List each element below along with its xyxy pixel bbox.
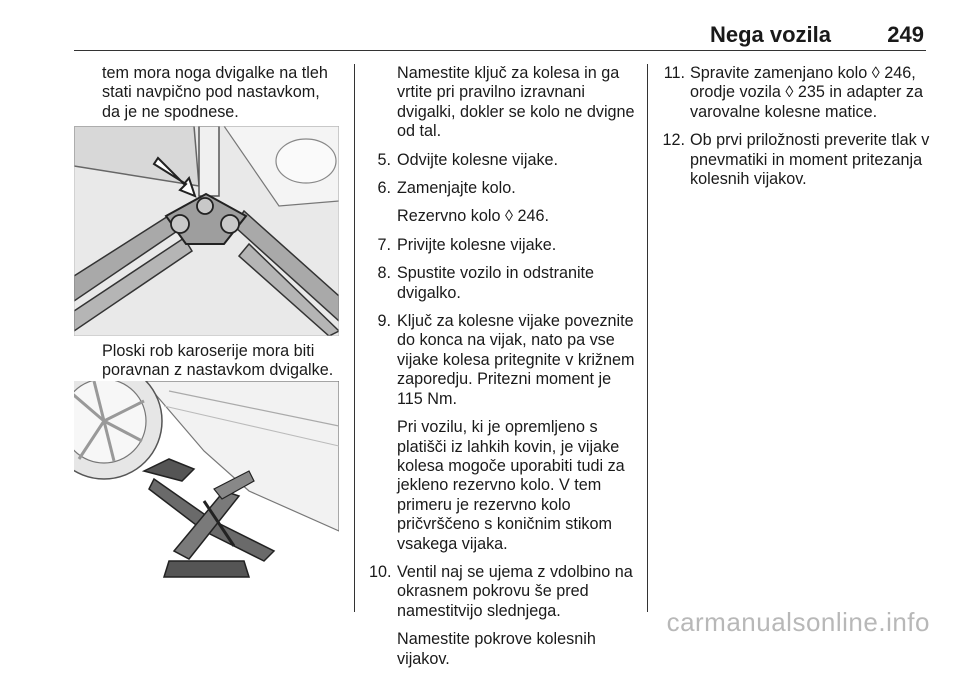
column-right — [661, 64, 931, 198]
list-item-note: Namestite pokrove kolesnih vijakov. — [397, 630, 596, 668]
column-left — [102, 64, 342, 131]
column-divider-2 — [647, 64, 648, 612]
page-header — [74, 0, 926, 51]
list-item: 6. Zamenjajte kolo. — [377, 179, 516, 198]
list-item: 10. Ventil naj se ujema z vdolbino na okrasnem pokrovu še pred namestitvijo slednjega. — [369, 562, 633, 620]
jack-head-illustration — [74, 126, 339, 336]
list-item-note: Pri vozilu, ki je opremljeno s platišči iz lahkih kovin, je vijake kolesa mogoče uporabiti tudi za jekleno rezervno kolo. V tem primeru je rezervno kolo pričvrščeno s koničnim stikom vsakega vijaka. — [397, 418, 625, 553]
section-title: Nega vozila — [709, 22, 831, 47]
list-item: 11. Spravite zamenjano kolo ◊ 246, orodje vozila ◊ 235 in adapter za varovalne kolesne matice. — [663, 64, 923, 121]
list-item: 5. Odvijte kolesne vijake. — [377, 150, 559, 169]
column-middle — [369, 64, 637, 678]
jack-position-illustration — [74, 381, 339, 581]
list-item: 9. Ključ za kolesne vijake poveznite do konca na vijak, nato pa vse vijake kolesa pritegnite v križnem zaporedju. Pritezni moment je 115 Nm. — [377, 312, 635, 408]
page-number: 249 — [887, 22, 924, 47]
column-divider-1 — [354, 64, 355, 612]
figure-caption: Ploski rob karoserije mora biti poravnan z nastavkom dvigalke. — [102, 342, 334, 380]
list-item: 12. Ob prvi priložnosti preverite tlak v pnevmatiki in moment pritezanja kolesnih vijakov. — [662, 131, 930, 189]
list-item-note: Rezervno kolo ◊ 246. — [397, 207, 549, 226]
instruction-paragraph: Namestite ključ za kolesa in ga vrtite pri pravilno izravnani dvigalki, dokler se kolo ne dvigne od tal. — [397, 64, 635, 141]
list-item: 7. Privijte kolesne vijake. — [377, 235, 557, 254]
watermark: carmanualsonline.info — [666, 607, 930, 637]
list-item: 8. Spustite vozilo in odstranite dvigalko. — [377, 264, 595, 302]
intro-paragraph: tem mora noga dvigalke na tleh stati navpično pod nastavkom, da je ne spodnese. — [102, 64, 328, 121]
